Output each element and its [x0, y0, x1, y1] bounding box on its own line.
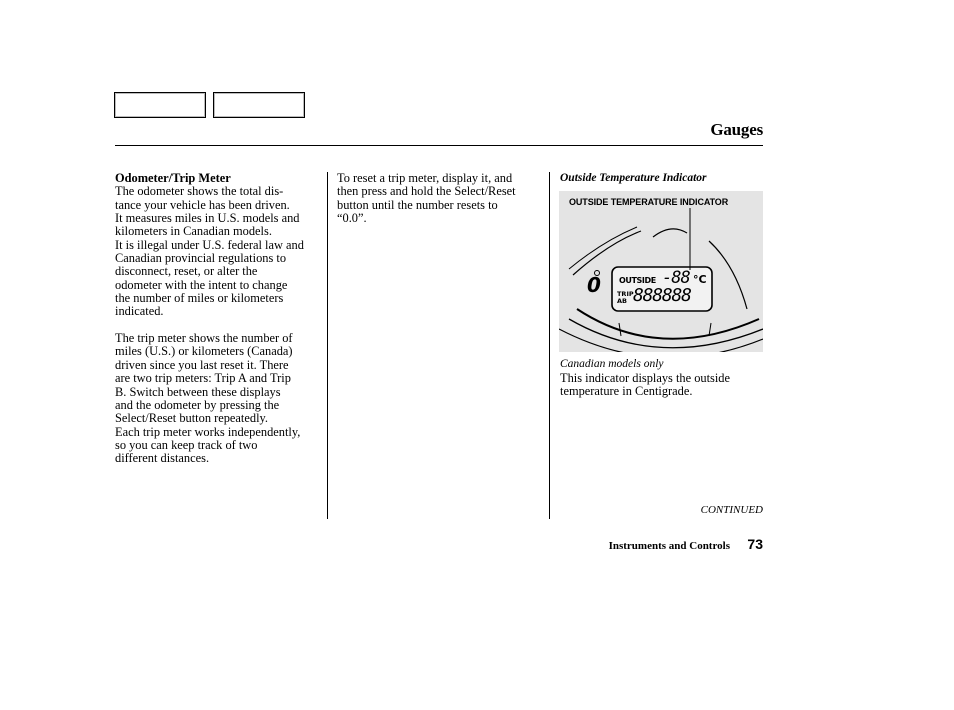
figure-caption: Canadian models only: [560, 358, 664, 370]
trip-meter-paragraph: The trip meter shows the number of miles (U.S.) or kilometers (Canada) driven since you last reset it. There are two trip meters: Trip A and Trip B. Switch between these displays and the odometer by pressing the Select/Reset button repeatedly. Each trip meter works independently, so you can keep track of two different distances.: [115, 331, 301, 466]
display-odometer-digits: 888888: [633, 285, 691, 306]
display-trip-label: TRIP: [617, 290, 634, 298]
odometer-paragraph-1: The odometer shows the total dis- tance your vehicle has been driven. It measures miles in U.S. models and kilometers in Canadian models.: [115, 184, 300, 239]
column-divider-2: [549, 172, 550, 519]
page-number: 73: [747, 536, 763, 552]
page-title: Gauges: [710, 120, 763, 139]
display-ab-label: AB: [617, 297, 627, 305]
nav-tab-box-1[interactable]: [114, 92, 206, 118]
display-temp-digits: -88: [662, 268, 690, 288]
continued-label: CONTINUED: [700, 504, 763, 516]
outside-temp-body: This indicator displays the outside temperature in Centigrade.: [560, 371, 731, 399]
display-temp-unit: °C: [693, 273, 707, 286]
nav-tab-box-2[interactable]: [213, 92, 305, 118]
outside-temp-figure: [559, 191, 763, 352]
footer-section-title: Instruments and Controls: [608, 540, 730, 552]
odometer-subheading: Odometer/Trip Meter: [115, 171, 231, 185]
column-divider-1: [327, 172, 328, 519]
header-rule: [115, 145, 763, 146]
figure-label: OUTSIDE TEMPERATURE INDICATOR: [569, 197, 729, 207]
outside-temp-heading: Outside Temperature Indicator: [560, 172, 707, 184]
reset-paragraph: To reset a trip meter, display it, and then press and hold the Select/Reset button until the number resets to “0.0”.: [337, 171, 516, 226]
gauge-illustration: [559, 191, 763, 352]
column-odometer: [115, 172, 327, 466]
column-reset: [337, 172, 549, 225]
display-outside-label: OUTSIDE: [619, 276, 656, 285]
odometer-zero-digit: 0: [587, 273, 601, 297]
odometer-paragraph-2: It is illegal under U.S. federal law and Canadian provincial regulations to disconnect, reset, or alter the odometer with the intent to change the number of miles or kilometers indicated.: [115, 237, 304, 319]
